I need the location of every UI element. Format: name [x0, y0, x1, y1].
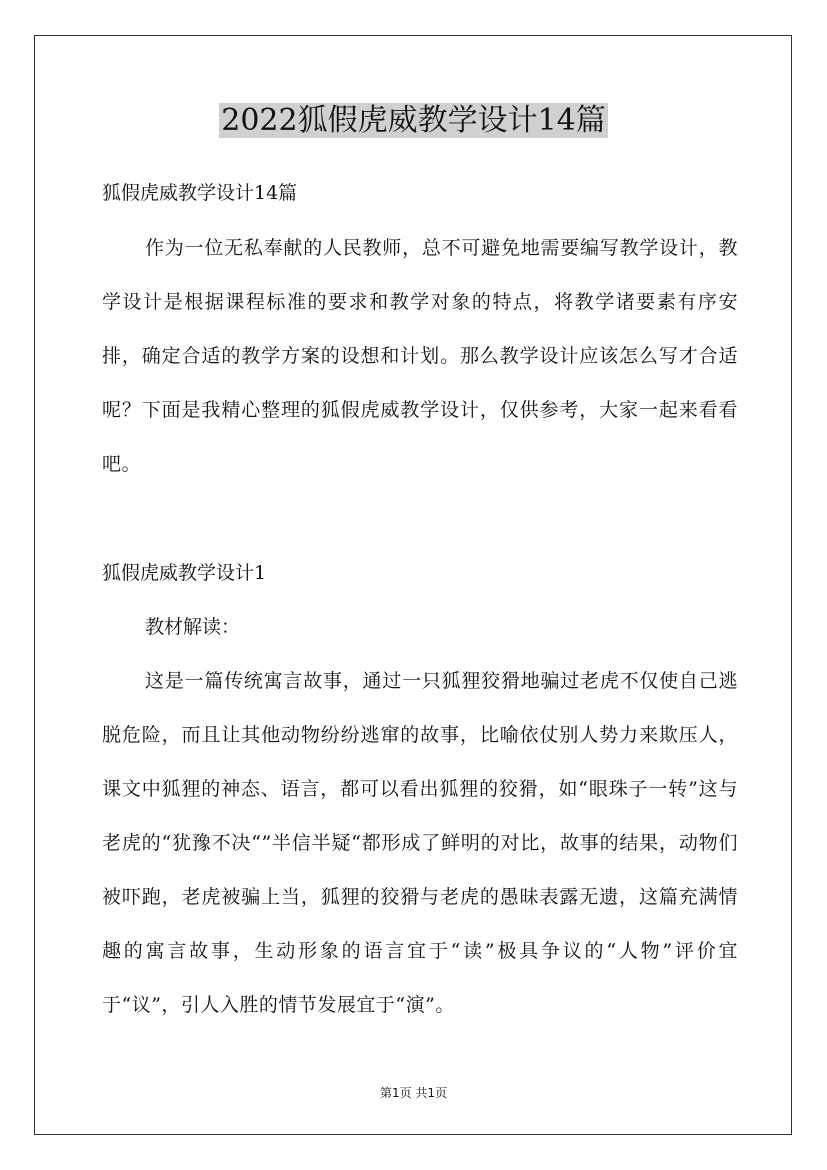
intro-paragraph: 作为一位无私奉献的人民教师，总不可避免地需要编写教学设计，教学设计是根据课程标准的要求和教学对象的特点，将教学诸要素有序安排，确定合适的教学方案的设想和计划。那么教学设计应该怎么写才合适呢？下面是我精心整理的狐假虎威教学设计，仅供参考，大家一起来看看吧。 — [102, 237, 738, 475]
document-title — [0, 100, 827, 142]
page-footer: 第1页 共1页 — [379, 1086, 448, 1100]
document-title-text: 2022狐假虎威教学设计14篇 — [221, 103, 606, 138]
section-label: 教材解读： — [145, 616, 241, 638]
section-heading: 狐假虎威教学设计1 — [102, 562, 267, 584]
section-paragraph: 这是一篇传统寓言故事，通过一只狐狸狡猾地骗过老虎不仅使自己逃脱危险，而且让其他动物纷纷逃窜的故事，比喻依仗别人势力来欺压人，课文中狐狸的神态、语言，都可以看出狐狸的狡猾，如“眼珠子一转”这与老虎的“犹豫不决“”半信半疑“都形成了鲜明的对比，故事的结果，动物们被吓跑，老虎被骗上当，狐狸的狡猾与老虎的愚昧表露无遗，这篇充满情趣的寓言故事，生动形象的语言宜于“读”极具争议的“人物”评价宜于“议”，引人入胜的情节发展宜于“演”。 — [102, 670, 738, 1016]
document-subtitle: 狐假虎威教学设计14篇 — [102, 182, 298, 204]
